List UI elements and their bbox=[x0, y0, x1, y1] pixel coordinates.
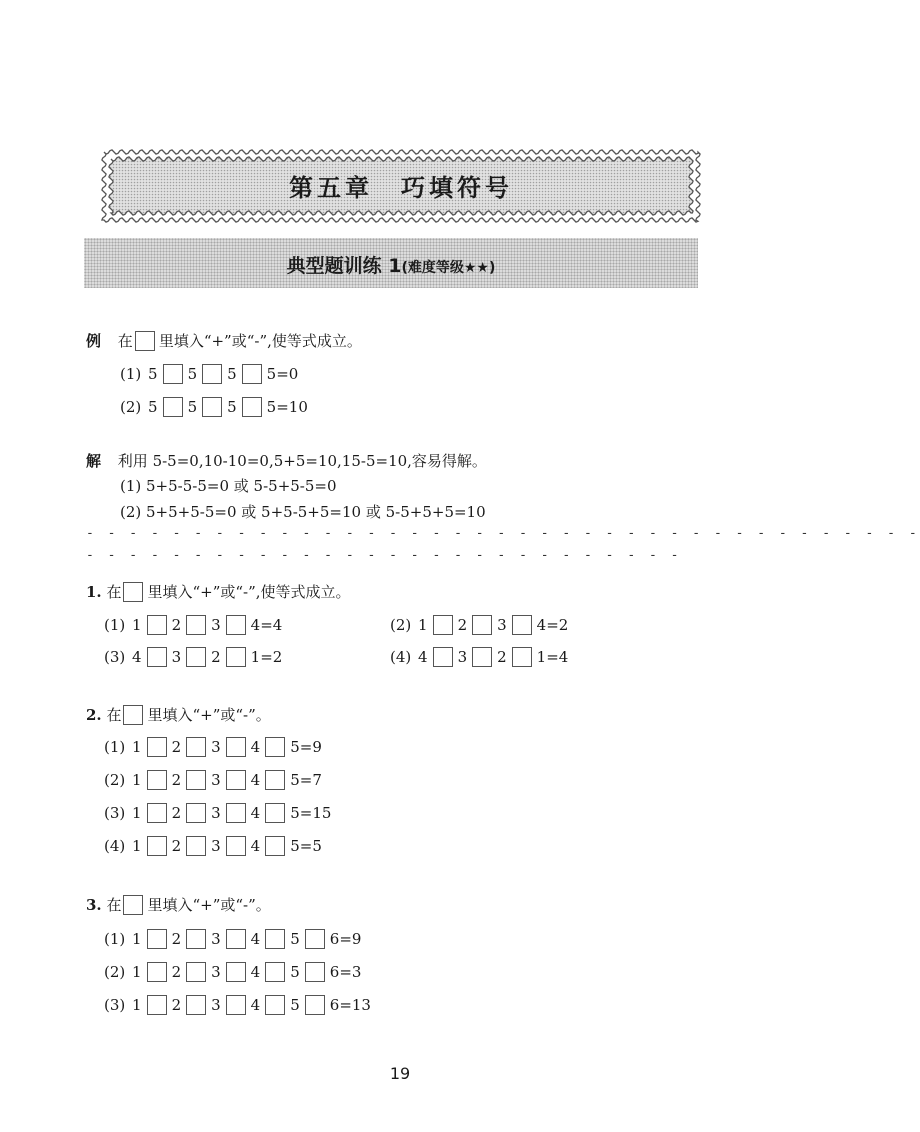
item-label: (3) bbox=[104, 804, 126, 822]
example-item-1 bbox=[120, 363, 298, 384]
equation-result: =4 bbox=[260, 616, 283, 634]
number: 2 bbox=[171, 963, 182, 981]
answer-box[interactable] bbox=[163, 397, 183, 417]
prompt-pre: 在 bbox=[117, 332, 133, 350]
item-label: (2) bbox=[390, 616, 412, 634]
equation-result: =3 bbox=[339, 963, 362, 981]
number: 3 bbox=[211, 804, 221, 822]
answer-box[interactable] bbox=[242, 397, 262, 417]
answer-box-sample bbox=[123, 705, 143, 725]
number: 3 bbox=[457, 648, 468, 666]
answer-box[interactable] bbox=[226, 929, 246, 949]
item-label: (2) bbox=[104, 771, 126, 789]
number: 4 bbox=[132, 648, 142, 666]
equation-result: =10 bbox=[276, 398, 308, 416]
number: 4 bbox=[250, 930, 261, 948]
number: 5 bbox=[148, 365, 158, 383]
answer-box[interactable] bbox=[226, 737, 246, 757]
answer-box[interactable] bbox=[147, 995, 167, 1015]
q3-item-2 bbox=[104, 961, 361, 982]
answer-box[interactable] bbox=[512, 647, 532, 667]
number: 1 bbox=[132, 616, 142, 634]
answer-box[interactable] bbox=[242, 364, 262, 384]
number: 5 bbox=[227, 398, 237, 416]
item-label: (2) bbox=[104, 963, 126, 981]
equation-result: =0 bbox=[276, 365, 299, 383]
answer-box[interactable] bbox=[472, 615, 492, 635]
number: 5 bbox=[290, 930, 300, 948]
prompt-pre: 在 bbox=[106, 583, 122, 601]
number: 5 bbox=[290, 771, 300, 789]
number: 1 bbox=[132, 963, 142, 981]
item-label: (4) bbox=[104, 837, 126, 855]
q2-item-2 bbox=[104, 769, 322, 790]
q1-item-3 bbox=[104, 646, 282, 667]
dashed-divider: - - - - - - - - - - - - - - - - - - - - - - - - - - - - bbox=[86, 548, 682, 563]
number: 3 bbox=[497, 616, 507, 634]
number: 5 bbox=[290, 837, 300, 855]
answer-box[interactable] bbox=[186, 929, 206, 949]
number: 4 bbox=[250, 771, 261, 789]
answer-box[interactable] bbox=[472, 647, 492, 667]
q2-prompt bbox=[86, 704, 271, 725]
q2-item-4 bbox=[104, 835, 322, 856]
answer-box[interactable] bbox=[265, 995, 285, 1015]
item-label: (1) bbox=[104, 738, 126, 756]
answer-box[interactable] bbox=[147, 962, 167, 982]
number: 1 bbox=[132, 837, 142, 855]
section-title-text: 典型题训练 1 bbox=[286, 255, 402, 277]
number: 3 bbox=[211, 616, 221, 634]
equation-result: =2 bbox=[260, 648, 283, 666]
answer-box[interactable] bbox=[226, 647, 246, 667]
number: 5 bbox=[266, 398, 277, 416]
answer-box[interactable] bbox=[147, 836, 167, 856]
number: 5 bbox=[290, 996, 300, 1014]
number: 4 bbox=[536, 616, 547, 634]
number: 5 bbox=[227, 365, 237, 383]
answer-box[interactable] bbox=[147, 929, 167, 949]
item-label: (1) bbox=[104, 616, 126, 634]
answer-box-sample bbox=[123, 895, 143, 915]
chapter-title: 第五章 巧填符号 bbox=[289, 174, 513, 202]
page-number: 19 bbox=[389, 1064, 411, 1083]
number: 3 bbox=[211, 837, 221, 855]
item-label: (3) bbox=[104, 648, 126, 666]
answer-box[interactable] bbox=[202, 364, 222, 384]
number: 5 bbox=[266, 365, 277, 383]
prompt-post: 里填入“+”或“-”,使等式成立。 bbox=[147, 583, 351, 601]
answer-box[interactable] bbox=[226, 995, 246, 1015]
number: 1 bbox=[536, 648, 547, 666]
number: 3 bbox=[211, 771, 221, 789]
answer-box[interactable] bbox=[186, 962, 206, 982]
answer-box[interactable] bbox=[147, 647, 167, 667]
number: 2 bbox=[171, 771, 182, 789]
item-label: (1) bbox=[120, 365, 142, 383]
answer-box[interactable] bbox=[147, 615, 167, 635]
number: 4 bbox=[250, 804, 261, 822]
answer-box[interactable] bbox=[186, 737, 206, 757]
answer-box[interactable] bbox=[186, 995, 206, 1015]
answer-box[interactable] bbox=[305, 929, 325, 949]
example-prompt bbox=[86, 330, 362, 351]
solution-intro-text: 利用 5-5=0,10-10=0,5+5=10,15-5=10,容易得解。 bbox=[117, 452, 487, 470]
number: 1 bbox=[132, 771, 142, 789]
number: 4 bbox=[250, 837, 261, 855]
number: 2 bbox=[171, 996, 182, 1014]
number: 5 bbox=[187, 365, 198, 383]
answer-box-sample bbox=[123, 582, 143, 602]
question-number: 1. bbox=[86, 583, 102, 601]
number: 1 bbox=[418, 616, 428, 634]
answer-box[interactable] bbox=[265, 962, 285, 982]
number: 4 bbox=[250, 963, 261, 981]
answer-box[interactable] bbox=[265, 803, 285, 823]
q1-item-1 bbox=[104, 614, 282, 635]
item-label: (4) bbox=[390, 648, 412, 666]
answer-box[interactable] bbox=[147, 770, 167, 790]
q3-item-1 bbox=[104, 928, 361, 949]
number: 6 bbox=[329, 996, 340, 1014]
answer-box[interactable] bbox=[265, 836, 285, 856]
prompt-pre: 在 bbox=[106, 706, 122, 724]
answer-box[interactable] bbox=[265, 770, 285, 790]
answer-box-sample bbox=[135, 331, 155, 351]
answer-box[interactable] bbox=[186, 647, 206, 667]
number: 1 bbox=[132, 930, 142, 948]
prompt-pre: 在 bbox=[106, 896, 122, 914]
difficulty-label: (难度等级★★) bbox=[401, 260, 496, 276]
number: 1 bbox=[132, 996, 142, 1014]
q2-item-3 bbox=[104, 802, 331, 823]
answer-box[interactable] bbox=[433, 647, 453, 667]
chapter-banner bbox=[100, 148, 702, 224]
answer-box[interactable] bbox=[433, 615, 453, 635]
number: 3 bbox=[211, 963, 221, 981]
number: 2 bbox=[497, 648, 507, 666]
q3-prompt bbox=[86, 894, 271, 915]
question-number: 3. bbox=[86, 896, 102, 914]
equation-result: =2 bbox=[546, 616, 569, 634]
number: 3 bbox=[211, 738, 221, 756]
number: 2 bbox=[171, 738, 182, 756]
prompt-post: 里填入“+”或“-”。 bbox=[147, 706, 271, 724]
number: 6 bbox=[329, 963, 340, 981]
answer-box[interactable] bbox=[226, 770, 246, 790]
section-title bbox=[84, 251, 698, 278]
number: 1 bbox=[250, 648, 261, 666]
number: 3 bbox=[211, 996, 221, 1014]
q3-item-3 bbox=[104, 994, 371, 1015]
equation-result: =7 bbox=[299, 771, 322, 789]
number: 6 bbox=[329, 930, 340, 948]
dashed-divider: - - - - - - - - - - - - - - - - - - - - - - - - - - - - - - - - - - - - - - - bbox=[86, 526, 920, 541]
section-banner bbox=[84, 238, 698, 288]
solution-line-1: (1) 5+5-5-5=0 或 5-5+5-5=0 bbox=[120, 477, 337, 495]
solution-intro bbox=[86, 450, 487, 471]
number: 3 bbox=[171, 648, 182, 666]
q2-item-1 bbox=[104, 736, 322, 757]
solution-line-2: (2) 5+5+5-5=0 或 5+5-5+5=10 或 5-5+5+5=10 bbox=[120, 503, 486, 521]
answer-box[interactable] bbox=[265, 929, 285, 949]
number: 5 bbox=[148, 398, 158, 416]
item-label: (3) bbox=[104, 996, 126, 1014]
solution-tag: 解 bbox=[86, 452, 102, 470]
number: 3 bbox=[211, 930, 221, 948]
answer-box[interactable] bbox=[226, 803, 246, 823]
example-item-2 bbox=[120, 396, 308, 417]
answer-box[interactable] bbox=[186, 615, 206, 635]
equation-result: =13 bbox=[339, 996, 371, 1014]
number: 4 bbox=[250, 738, 261, 756]
example-tag: 例 bbox=[86, 332, 102, 350]
answer-box[interactable] bbox=[512, 615, 532, 635]
number: 2 bbox=[457, 616, 468, 634]
equation-result: =9 bbox=[299, 738, 322, 756]
number: 4 bbox=[250, 996, 261, 1014]
item-label: (2) bbox=[120, 398, 142, 416]
number: 2 bbox=[171, 837, 182, 855]
number: 5 bbox=[290, 963, 300, 981]
number: 5 bbox=[187, 398, 198, 416]
answer-box[interactable] bbox=[147, 737, 167, 757]
equation-result: =9 bbox=[339, 930, 362, 948]
answer-box[interactable] bbox=[202, 397, 222, 417]
number: 4 bbox=[418, 648, 428, 666]
number: 5 bbox=[290, 738, 300, 756]
number: 1 bbox=[132, 804, 142, 822]
equation-result: =15 bbox=[299, 804, 332, 822]
answer-box[interactable] bbox=[305, 962, 325, 982]
number: 5 bbox=[290, 804, 300, 822]
q1-item-4 bbox=[390, 646, 568, 667]
answer-box[interactable] bbox=[226, 615, 246, 635]
number: 2 bbox=[171, 616, 182, 634]
answer-box[interactable] bbox=[186, 803, 206, 823]
answer-box[interactable] bbox=[226, 836, 246, 856]
number: 2 bbox=[211, 648, 221, 666]
answer-box[interactable] bbox=[186, 770, 206, 790]
answer-box[interactable] bbox=[305, 995, 325, 1015]
number: 4 bbox=[250, 616, 261, 634]
number: 2 bbox=[171, 930, 182, 948]
question-number: 2. bbox=[86, 706, 102, 724]
prompt-post: 里填入“+”或“-”。 bbox=[147, 896, 271, 914]
answer-box[interactable] bbox=[186, 836, 206, 856]
answer-box[interactable] bbox=[226, 962, 246, 982]
number: 1 bbox=[132, 738, 142, 756]
q1-prompt bbox=[86, 581, 351, 602]
q1-item-2 bbox=[390, 614, 568, 635]
answer-box[interactable] bbox=[163, 364, 183, 384]
answer-box[interactable] bbox=[147, 803, 167, 823]
number: 2 bbox=[171, 804, 182, 822]
equation-result: =5 bbox=[299, 837, 322, 855]
item-label: (1) bbox=[104, 930, 126, 948]
prompt-post: 里填入“+”或“-”,使等式成立。 bbox=[158, 332, 362, 350]
answer-box[interactable] bbox=[265, 737, 285, 757]
equation-result: =4 bbox=[546, 648, 569, 666]
